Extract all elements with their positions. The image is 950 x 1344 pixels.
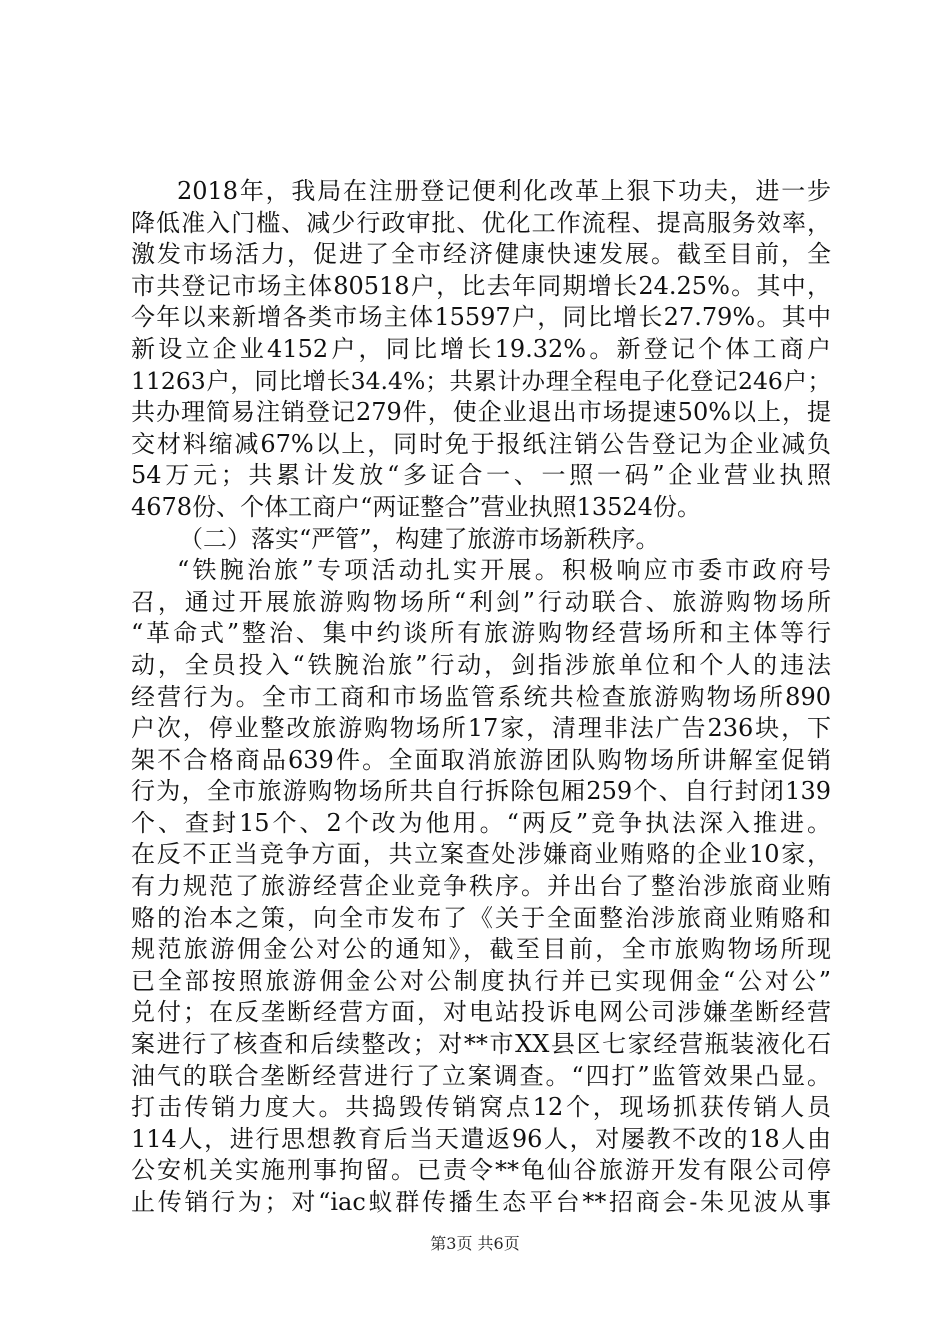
text-line: 止传销行为；对“iac蚁群传播生态平台**招商会-朱见波从事 (131, 1188, 831, 1216)
text-line: 4678份、个体工商户“两证整合”营业执照13524份。 (131, 492, 701, 521)
text-line: 今年以来新增各类市场主体15597户，同比增长27.79%。其中 (131, 303, 831, 332)
text-line: 公安机关实施刑事拘留。已责令**龟仙谷旅游开发有限公司停 (131, 1156, 831, 1185)
text-line: 新设立企业4152户，同比增长19.32%。新登记个体工商户 (131, 334, 831, 363)
text-line: 规范旅游佣金公对公的通知》，截至目前，全市旅购物场所现 (131, 935, 831, 964)
text-line: 在反不正当竞争方面，共立案查处涉嫌商业贿赂的企业10家， (131, 840, 831, 869)
text-line: 兑付；在反垄断经营方面，对电站投诉电网公司涉嫌垄断经营 (131, 998, 831, 1027)
text-line: 降低准入门槛、减少行政审批、优化工作流程、提高服务效率， (131, 208, 831, 237)
text-line: 激发市场活力，促进了全市经济健康快速发展。截至目前，全 (131, 240, 831, 269)
text-line: “铁腕治旅”专项活动扎实开展。积极响应市委市政府号 (177, 556, 831, 585)
text-line: 行为，全市旅游购物场所共自行拆除包厢259个、自行封闭139 (131, 777, 831, 806)
document-body (131, 176, 831, 1219)
text-line: 架不合格商品639件。全面取消旅游团队购物场所讲解室促销 (131, 745, 831, 774)
text-line: “革命式”整治、集中约谈所有旅游购物经营场所和主体等行 (131, 619, 831, 648)
text-line: 油气的联合垄断经营进行了立案调查。“四打”监管效果凸显。 (131, 1061, 831, 1090)
text-line: 54万元；共累计发放“多证合一、一照一码”企业营业执照 (131, 461, 831, 490)
text-line: 2018年，我局在注册登记便利化改革上狠下功夫，进一步 (177, 177, 831, 205)
paragraph-tourism-market (131, 555, 831, 1218)
text-line: 已全部按照旅游佣金公对公制度执行并已实现佣金“公对公” (131, 966, 831, 995)
text-line: 案进行了核查和后续整改；对**市XX县区七家经营瓶装液化石 (131, 1030, 831, 1059)
text-line: 户次，停业整改旅游购物场所17家，清理非法广告236块，下 (131, 714, 831, 743)
paragraph-registration-reform (131, 176, 831, 524)
text-line: 个、查封15个、2个改为他用。“两反”竞争执法深入推进。 (131, 808, 831, 837)
text-line: 动，全员投入“铁腕治旅”行动，剑指涉旅单位和个人的违法 (131, 650, 831, 679)
text-line: 共办理简易注销登记279件，使企业退出市场提速50%以上，提 (131, 398, 831, 427)
text-line: 交材料缩减67%以上，同时免于报纸注销公告登记为企业减负 (131, 429, 831, 458)
text-line: 召，通过开展旅游购物场所“利剑”行动联合、旅游购物场所 (131, 587, 831, 616)
text-line: 赂的治本之策，向全市发布了《关于全面整治涉旅商业贿赂和 (131, 903, 831, 932)
section-heading-text: （二）落实“严管”，构建了旅游市场新秩序。 (179, 524, 660, 553)
text-line: 有力规范了旅游经营企业竞争秩序。并出台了整治涉旅商业贿 (131, 872, 831, 901)
text-line: 11263户，同比增长34.4%；共累计办理全程电子化登记246户； (131, 366, 831, 395)
text-line: 114人，进行思想教育后当天遣返96人，对屡教不改的18人由 (131, 1124, 831, 1153)
text-line: 市共登记市场主体80518户，比去年同期增长24.25%。其中， (131, 271, 831, 300)
section-heading (131, 524, 831, 556)
page-footer: 第3页 共6页 (430, 1234, 520, 1253)
text-line: 打击传销力度大。共捣毁传销窝点12个，现场抓获传销人员 (131, 1093, 831, 1122)
text-line: 经营行为。全市工商和市场监管系统共检查旅游购物场所890 (131, 682, 831, 711)
